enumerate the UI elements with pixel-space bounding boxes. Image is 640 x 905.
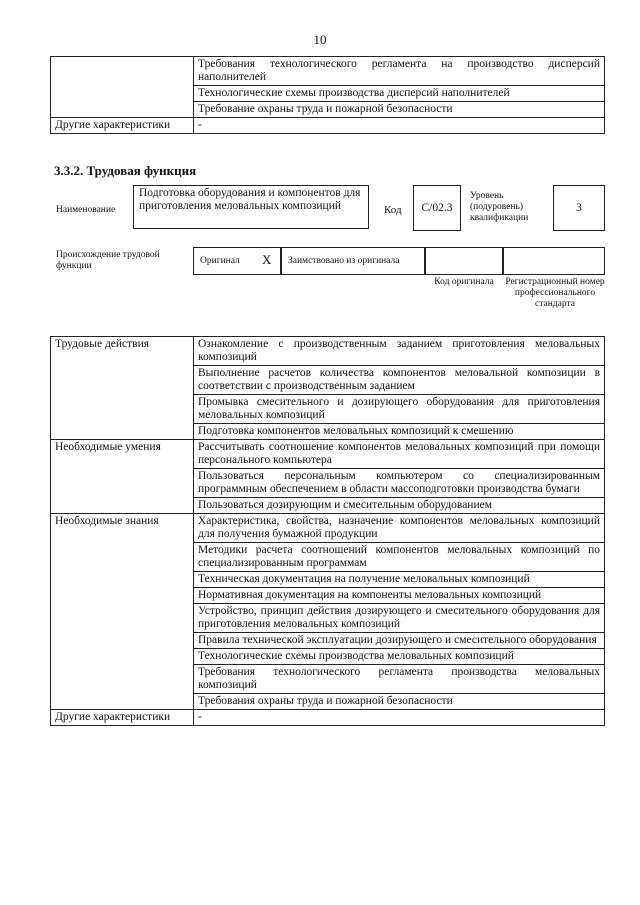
code-original-cell: [425, 247, 503, 275]
table-cell: Требования охраны труда и пожарной безопасности: [194, 694, 605, 710]
table-cell: -: [194, 118, 605, 134]
table-cell: Технологические схемы производства дисперсий наполнителей: [194, 86, 605, 102]
original-mark: X: [262, 252, 272, 267]
level-value: 3: [553, 185, 605, 231]
function-table: [50, 336, 605, 726]
table-cell: Пользоваться персональным компьютером со специализированным программным обеспечением в области массоподготовки производства бумаги: [194, 469, 605, 498]
code-value: С/02.3: [413, 185, 461, 231]
table-cell: Технологические схемы производства меловальных композиций: [194, 649, 605, 665]
table-cell: Требования технологического регламента производства меловальных композиций: [194, 665, 605, 694]
continuation-table: [50, 56, 605, 134]
table-cell: Методики расчета соотношений компонентов меловальных композиций по специализированным программам: [194, 543, 605, 572]
table-cell: Пользоваться дозирующим и смесительным оборудованием: [194, 498, 605, 514]
origin-label: Происхождение трудовой функции: [56, 250, 160, 271]
table-cell: Правила технической эксплуатации дозирующего и смесительного оборудования: [194, 633, 605, 649]
page-number: 10: [313, 32, 327, 47]
original-cell: [193, 247, 281, 275]
section-title: 3.3.2. Трудовая функция: [54, 163, 197, 178]
table-cell: Техническая документация на получение меловальных композиций: [194, 572, 605, 588]
table-cell: Подготовка компонентов меловальных композиций к смешению: [194, 424, 605, 440]
row-label: Необходимые знания: [51, 514, 194, 710]
borrowed-cell: [281, 247, 425, 275]
row-label: Другие характеристики: [51, 118, 194, 134]
table-cell: Нормативная документация на компоненты меловальных композиций: [194, 588, 605, 604]
table-cell: Рассчитывать соотношение компонентов меловальных композиций при помощи персонального компьютера: [194, 440, 605, 469]
row-label: Трудовые действия: [51, 337, 194, 440]
row-label: Необходимые умения: [51, 440, 194, 514]
table-cell: Требование охраны труда и пожарной безопасности: [194, 102, 605, 118]
table-cell: Ознакомление с производственным заданием приготовления меловальных композиций: [194, 337, 605, 366]
code-label: Код: [384, 204, 402, 216]
row-label: [51, 57, 194, 118]
level-label: Уровень (подуровень) квалификации: [470, 191, 529, 223]
reg-number-cell: [503, 247, 605, 275]
table-cell: Характеристика, свойства, назначение компонентов меловальных композиций для получения бумажной продукции: [194, 514, 605, 543]
row-label: Другие характеристики: [51, 710, 194, 726]
name-label: Наименование: [56, 205, 116, 215]
table-cell: Выполнение расчетов количества компонентов меловальной композиции в соответствии с производственным заданием: [194, 366, 605, 395]
table-cell: Требования технологического регламента на производство дисперсий наполнителей: [194, 57, 605, 86]
borrowed-label: Заимствовано из оригинала: [288, 256, 400, 266]
table-cell: Промывка смесительного и дозирующего оборудования для приготовления меловальных композиций: [194, 395, 605, 424]
name-value: Подготовка оборудования и компонентов для приготовления меловальных композиций: [133, 185, 369, 229]
table-cell: Устройство, принцип действия дозирующего и смесительного оборудования для приготовления меловальных композиций: [194, 604, 605, 633]
reg-number-label: Регистрационный номер профессионального стандарта: [505, 277, 605, 309]
code-original-label: Код оригинала: [434, 277, 494, 287]
original-label: Оригинал: [200, 256, 240, 266]
table-cell: -: [194, 710, 605, 726]
